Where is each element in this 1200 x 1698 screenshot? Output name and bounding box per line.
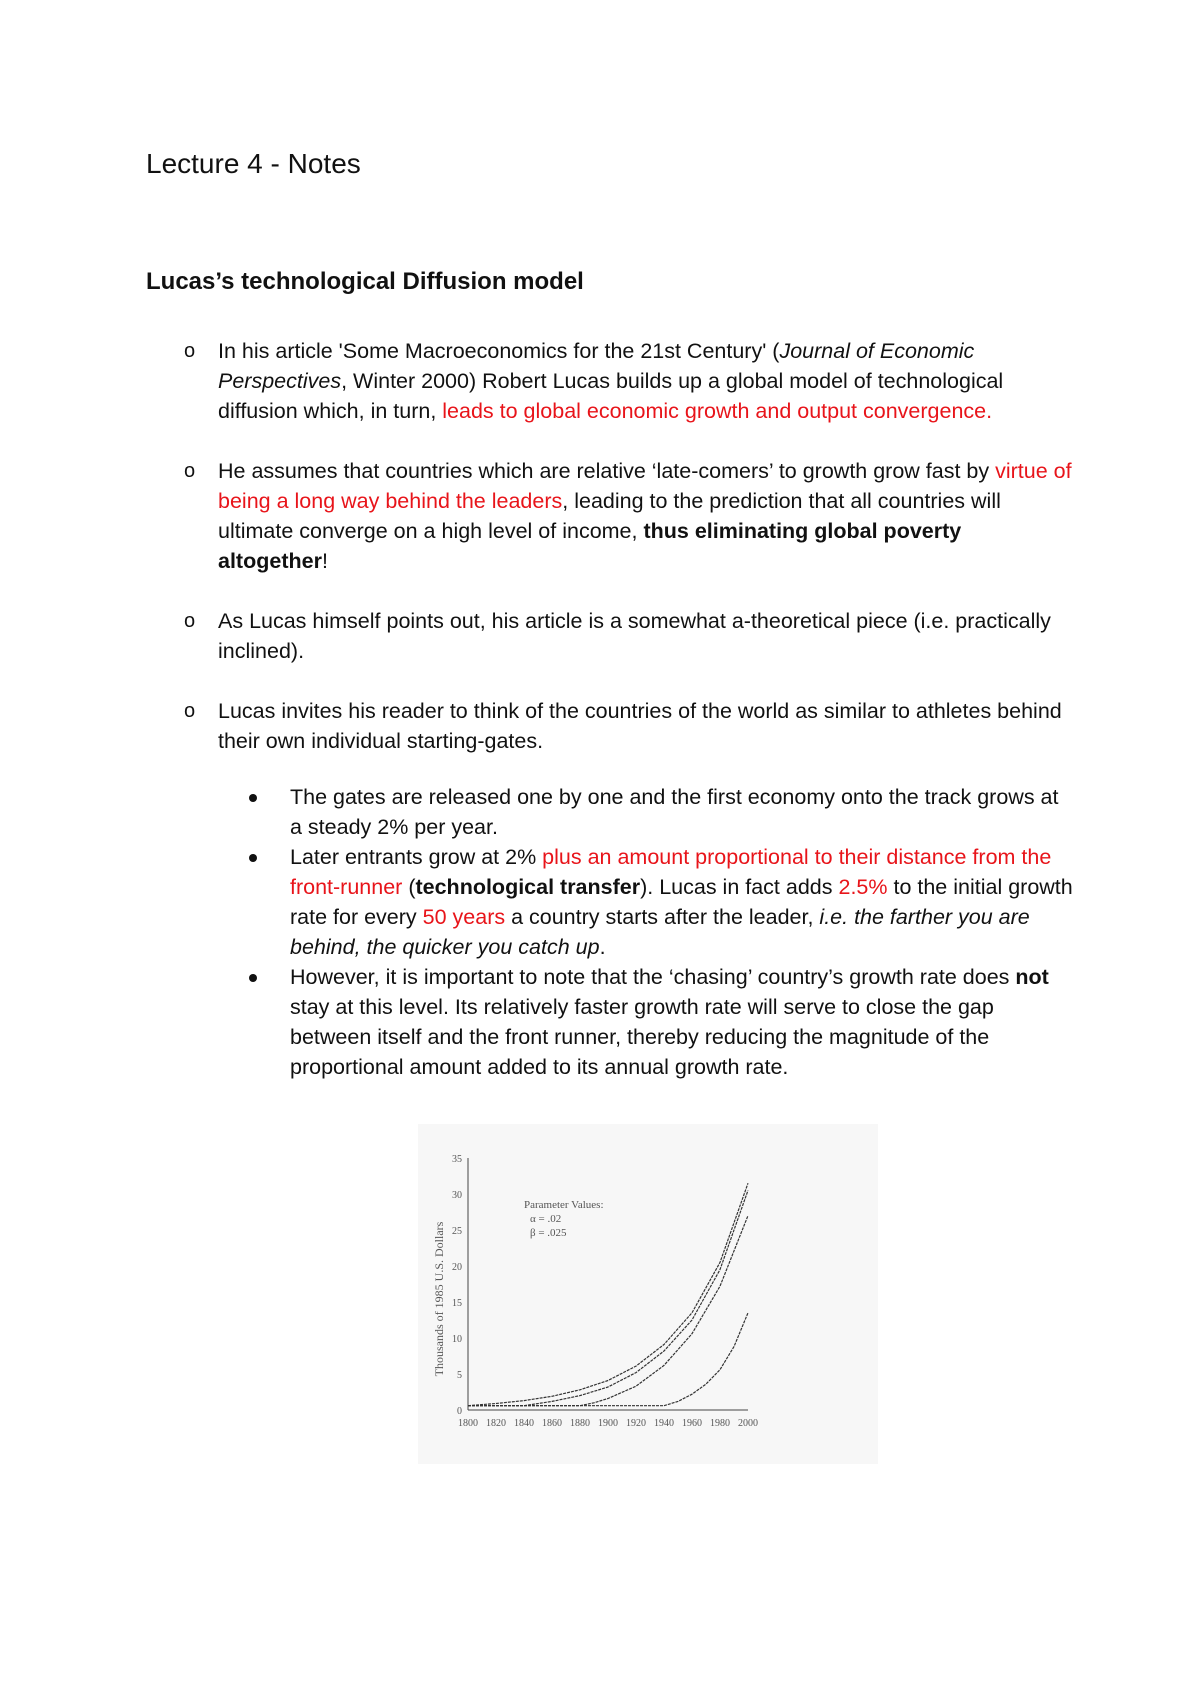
text-span: Later entrants grow at 2% — [290, 845, 543, 869]
x-tick-label: 1860 — [542, 1418, 562, 1429]
highlight-text: virtue of being a long way behind the leaders — [218, 459, 1072, 513]
growth-chart — [418, 1124, 878, 1464]
bold-text: thus eliminating global poverty altogether — [218, 519, 962, 573]
bullet-list — [146, 336, 1076, 1112]
text-span: . — [599, 935, 606, 959]
sub-list-item — [218, 842, 1076, 962]
sub-bullet-list — [218, 782, 1076, 1082]
page-title: Lecture 4 - Notes — [146, 148, 361, 179]
text-span: to the initial growth rate for every — [290, 875, 1073, 929]
text-span: However, it is important to note that the ‘chasing’ country’s growth rate does — [290, 965, 1016, 989]
x-tick-label: 2000 — [738, 1418, 758, 1429]
annotation-alpha: α = .02 — [530, 1213, 562, 1225]
sub-list-item — [218, 782, 1076, 842]
bullet-marker: o — [184, 700, 196, 722]
x-tick-label: 1840 — [514, 1418, 534, 1429]
y-axis-label: Thousands of 1985 U.S. Dollars — [432, 1221, 446, 1377]
growth-chart-figure — [418, 1124, 878, 1464]
x-tick-label: 1800 — [458, 1418, 478, 1429]
x-tick-label: 1820 — [486, 1418, 506, 1429]
highlight-text: 2.5% — [838, 875, 888, 899]
bullet-marker: o — [184, 610, 196, 632]
bullet-dot — [249, 854, 257, 862]
x-tick-label: 1920 — [626, 1418, 646, 1429]
series-line — [468, 1216, 748, 1406]
bold-text: not — [1015, 965, 1049, 989]
x-tick-label: 1880 — [570, 1418, 590, 1429]
text-span: As Lucas himself points out, his article is a somewhat a-theoretical piece (i.e. practically inclined). — [218, 609, 1051, 663]
x-tick-label: 1960 — [682, 1418, 702, 1429]
chart-axes — [468, 1158, 748, 1410]
x-tick-label: 1980 — [710, 1418, 730, 1429]
text-span: a country starts after the leader, — [505, 905, 820, 929]
list-item — [146, 696, 1076, 1082]
highlight-text: leads to global economic growth and output convergence. — [442, 399, 993, 423]
bullet-marker: o — [184, 340, 196, 362]
list-item — [146, 606, 1076, 666]
series-line — [468, 1190, 748, 1405]
sub-list-item — [218, 962, 1076, 1082]
highlight-text: 50 years — [422, 905, 506, 929]
y-tick-label: 15 — [452, 1298, 462, 1309]
series-line — [468, 1313, 748, 1406]
text-span: ). Lucas in fact adds — [640, 875, 839, 899]
x-tick-label: 1940 — [654, 1418, 674, 1429]
annotation-heading: Parameter Values: — [524, 1199, 604, 1211]
annotation-beta: β = .025 — [530, 1227, 567, 1239]
y-tick-label: 20 — [452, 1262, 462, 1273]
text-span: Lucas invites his reader to think of the countries of the world as similar to athletes behind their own individual starting-gates. — [218, 699, 1062, 753]
text-span: , leading to the prediction that all countries will ultimate converge on a high level of income, — [218, 489, 1001, 543]
bullet-dot — [249, 974, 257, 982]
text-span: , Winter 2000) Robert Lucas builds up a global model of technological diffusion which, in turn, — [218, 369, 1004, 423]
y-tick-label: 30 — [452, 1190, 462, 1201]
list-item — [146, 336, 1076, 426]
text-span: He assumes that countries which are relative ‘late-comers’ to growth grow fast by — [218, 459, 996, 483]
series-line — [468, 1183, 748, 1406]
chart-ticks — [452, 1154, 758, 1429]
italic-text: i.e. the farther you are behind, the quicker you catch up — [290, 905, 1030, 959]
y-tick-label: 35 — [452, 1154, 462, 1165]
y-tick-label: 0 — [457, 1406, 462, 1417]
journal-name: Journal of Economic Perspectives — [218, 339, 975, 393]
y-tick-label: 10 — [452, 1334, 462, 1345]
y-tick-label: 5 — [457, 1370, 462, 1381]
text-span: ! — [321, 549, 328, 573]
text-span: ( — [402, 875, 416, 899]
bold-text: technological transfer — [415, 875, 641, 899]
list-item — [146, 456, 1076, 576]
y-tick-label: 25 — [452, 1226, 462, 1237]
highlight-text: plus an amount proportional to their distance from the front-runner — [290, 845, 1052, 899]
chart-lines — [468, 1183, 748, 1406]
section-heading: Lucas’s technological Diffusion model — [146, 268, 584, 295]
bullet-marker: o — [184, 460, 196, 482]
text-span: The gates are released one by one and the first economy onto the track grows at a steady 2% per year. — [290, 785, 1059, 839]
x-tick-label: 1900 — [598, 1418, 618, 1429]
bullet-dot — [249, 794, 257, 802]
text-span: In his article 'Some Macroeconomics for the 21st Century' ( — [218, 339, 780, 363]
text-span: stay at this level. Its relatively faster growth rate will serve to close the gap between itself and the front runner, thereby reducing the magnitude of the proportional amount added to its annual growth rate. — [290, 995, 994, 1079]
